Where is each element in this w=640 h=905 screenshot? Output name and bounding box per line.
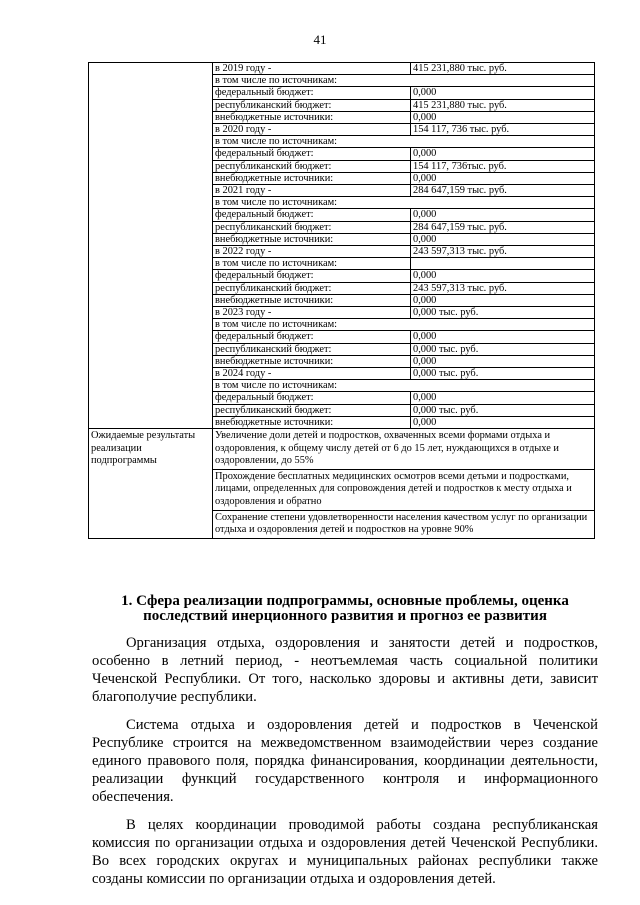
- funding-row-label: в 2024 году -: [213, 368, 411, 380]
- body-text: [92, 634, 598, 898]
- expected-result-item: Сохранение степени удовлетворенности населения качеством услуг по организации отдыха и оздоровления детей и подростков на уровне 90%: [213, 510, 595, 538]
- funding-row-label: внебюджетные источники:: [213, 233, 411, 245]
- funding-row-label: федеральный бюджет:: [213, 392, 411, 404]
- funding-row-label: внебюджетные источники:: [213, 172, 411, 184]
- expected-results-label: Ожидаемые результаты реализации подпрограммы: [89, 429, 213, 539]
- funding-row-label: в том числе по источникам:: [213, 380, 595, 392]
- funding-row-value: 0,000: [411, 416, 595, 428]
- funding-row-value: 0,000: [411, 111, 595, 123]
- funding-row-label: федеральный бюджет:: [213, 331, 411, 343]
- funding-row-label: в 2022 году -: [213, 246, 411, 258]
- funding-row-label: республиканский бюджет:: [213, 160, 411, 172]
- funding-row-value: 154 117, 736тыс. руб.: [411, 160, 595, 172]
- funding-row-label: внебюджетные источники:: [213, 355, 411, 367]
- paragraph: В целях координации проводимой работы создана республиканская комиссия по организации отдыха и оздоровления детей Чеченской Республики. Во всех городских округах и муниципальных районах республики также созданы комиссии по организации отдыха и оздоровления детей.: [92, 817, 598, 887]
- funding-row-value: 0,000: [411, 392, 595, 404]
- section-heading: 1. Сфера реализации подпрограммы, основные проблемы, оценка последствий инерционного развития и прогноз ее развития: [121, 593, 569, 624]
- funding-row-label: республиканский бюджет:: [213, 404, 411, 416]
- funding-row-value: 0,000: [411, 331, 595, 343]
- funding-row-label: федеральный бюджет:: [213, 209, 411, 221]
- funding-row-value: 154 117, 736 тыс. руб.: [411, 124, 595, 136]
- paragraph: Система отдыха и оздоровления детей и подростков в Чеченской Республике строится на межведомственном взаимодействии через создание единого правового поля, порядка финансирования, координации деятельности, реализации функций государственного контроля и информационного обеспечения.: [92, 717, 598, 805]
- funding-row-value: 0,000: [411, 294, 595, 306]
- funding-row-label: республиканский бюджет:: [213, 221, 411, 233]
- funding-row-label: в 2021 году -: [213, 185, 411, 197]
- expected-result-item: Увеличение доли детей и подростков, охваченных всеми формами отдыха и оздоровления, к общему числу детей от 6 до 15 лет, нуждающихся в отдыхе и оздоровлении, до 55%: [213, 429, 595, 470]
- funding-row-value: 0,000: [411, 270, 595, 282]
- funding-row-value: 0,000: [411, 172, 595, 184]
- funding-row-label: республиканский бюджет:: [213, 99, 411, 111]
- funding-row-label: в 2023 году -: [213, 307, 411, 319]
- funding-row-value: 0,000: [411, 233, 595, 245]
- page-number: 41: [313, 32, 327, 47]
- funding-table: [88, 62, 595, 539]
- funding-row-value: 0,000: [411, 87, 595, 99]
- funding-row-label: федеральный бюджет:: [213, 270, 411, 282]
- funding-row-value: 0,000 тыс. руб.: [411, 368, 595, 380]
- funding-row-value: 0,000: [411, 355, 595, 367]
- funding-table-body: [89, 63, 595, 429]
- paragraph: Организация отдыха, оздоровления и занятости детей и подростков, особенно в летний период, - неотъемлемая часть социальной политики Чеченской Республики. От того, насколько здоровы и активны дети, зависит благополучие республики.: [92, 635, 598, 705]
- funding-row-label: республиканский бюджет:: [213, 282, 411, 294]
- funding-row-value: [411, 258, 595, 270]
- funding-row-value: 0,000: [411, 209, 595, 221]
- expected-result-item: Прохождение бесплатных медицинских осмотров всеми детьми и подростками, лицами, определенных для сопровождения детей и подростков к месту отдыха и оздоровления и обратно: [213, 469, 595, 510]
- funding-row-value: 284 647,159 тыс. руб.: [411, 221, 595, 233]
- funding-row-label: в 2020 году -: [213, 124, 411, 136]
- expected-results-section: [89, 429, 595, 539]
- funding-row-label: в 2019 году -: [213, 63, 411, 75]
- funding-row-label: республиканский бюджет:: [213, 343, 411, 355]
- funding-row-label: внебюджетные источники:: [213, 416, 411, 428]
- funding-row-label: в том числе по источникам:: [213, 75, 595, 87]
- funding-row-label: внебюджетные источники:: [213, 111, 411, 123]
- funding-label-cell: [89, 63, 213, 429]
- funding-row-value: 0,000 тыс. руб.: [411, 404, 595, 416]
- funding-row-label: в том числе по источникам:: [213, 258, 411, 270]
- funding-row-value: 0,000 тыс. руб.: [411, 307, 595, 319]
- expected-result-row: [89, 429, 595, 470]
- funding-row: [89, 63, 595, 75]
- funding-row-value: 0,000 тыс. руб.: [411, 343, 595, 355]
- funding-row-value: 284 647,159 тыс. руб.: [411, 185, 595, 197]
- funding-row-value: 243 597,313 тыс. руб.: [411, 282, 595, 294]
- funding-row-label: в том числе по источникам:: [213, 136, 595, 148]
- funding-row-label: в том числе по источникам:: [213, 197, 595, 209]
- funding-row-label: федеральный бюджет:: [213, 148, 411, 160]
- funding-row-value: 415 231,880 тыс. руб.: [411, 99, 595, 111]
- funding-row-label: федеральный бюджет:: [213, 87, 411, 99]
- funding-row-value: 415 231,880 тыс. руб.: [411, 63, 595, 75]
- funding-row-label: в том числе по источникам:: [213, 319, 595, 331]
- funding-row-label: внебюджетные источники:: [213, 294, 411, 306]
- funding-row-value: 0,000: [411, 148, 595, 160]
- funding-row-value: 243 597,313 тыс. руб.: [411, 246, 595, 258]
